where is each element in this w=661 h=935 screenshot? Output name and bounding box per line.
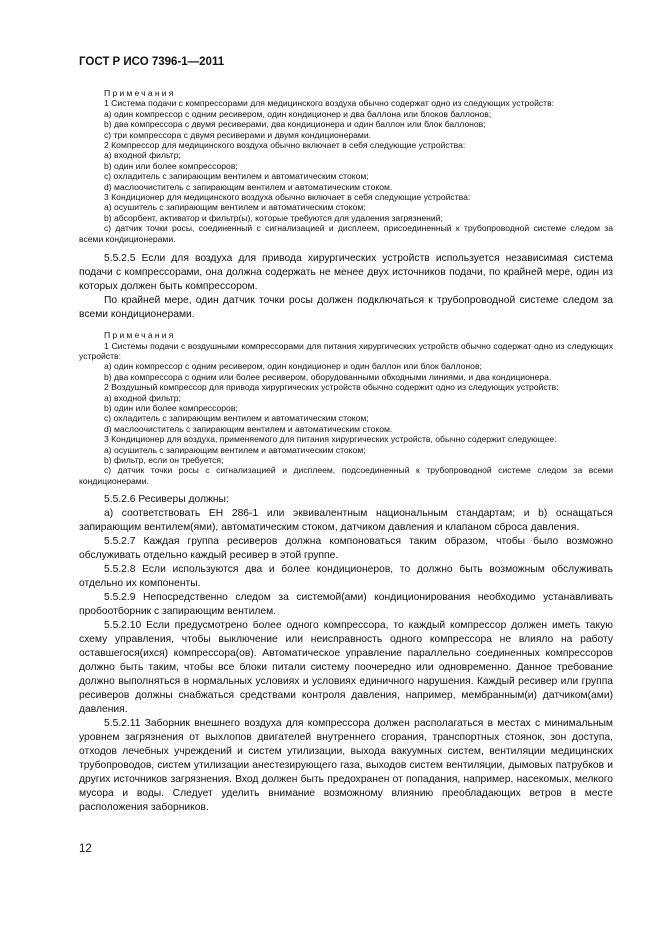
notes-heading: Примечания bbox=[104, 88, 176, 98]
note-line: a) осушитель с запирающим вентилем и автоматическим стоком; bbox=[104, 444, 366, 455]
note-line: d) маслоочиститель с запирающим вентилем и автоматическим стоком. bbox=[104, 181, 393, 192]
note-line: c) три компрессора с двумя ресиверами и двумя кондиционерами. bbox=[104, 129, 372, 140]
note-line: b) абсорбент, активатор и фильтр(ы), которые требуются для удаления загрязнений; bbox=[104, 212, 443, 223]
notes-heading: Примечания bbox=[104, 330, 176, 341]
note-line: b) один или более компрессоров; bbox=[104, 160, 238, 171]
note-line: d) маслоочиститель с запирающим вентилем и автоматическим стоком. bbox=[104, 423, 393, 434]
note-line: 2 Воздушный компрессор для привода хирургических устройств обычно содержит одно из следующих устройств: bbox=[104, 382, 559, 393]
note-line: c) охладитель с запирающим вентилем и автоматическим стоком; bbox=[104, 171, 369, 182]
note-line: a) один компрессор с одним ресивером, один кондиционер и два баллона или блоков баллонов; bbox=[104, 108, 492, 119]
note-line: 3 Кондиционер для воздуха, применяемого для питания хирургических устройств, обычно содержит следующее: bbox=[104, 434, 557, 445]
body-paragraph: 5.5.2.11 Заборник внешнего воздуха для компрессора должен располагаться в местах с минимальным уровнем загрязнения от выхлопов двигателей внутреннего сгорания, транспортных стоянок, зон доступа, отходов лечебных учреждений и систем утилизации, выхода вакуумных систем, вентиляции медицинских трубопроводов, систем утилизации анестезирующего газа, выходов систем вентиляции, дымовых патрубков и других источников загрязнения. Вход должен быть предохранен от попадания, например, насекомых, мелкого мусора и воды. Следует уделить внимание возможному влиянию преобладающих ветров в месте расположения заборников. bbox=[79, 718, 613, 814]
notes-block-2 bbox=[79, 330, 613, 486]
note-line: a) один компрессор с одним ресивером, один кондиционер и один баллон или блок баллонов; bbox=[104, 361, 482, 372]
body-paragraph: 5.5.2.10 Если предусмотрено более одного компрессора, то каждый компрессор должен иметь такую схему управления, чтобы выключение или неисправность одного компрессора не влияло на работу оставшегося(ихся) компрессора(ов). Автоматическое управление параллельно соединенных компрессоров должно быть таким, чтобы все блоки питали систему поочередно или одновременно. Данное требование должно выполняться в нормальных условиях и условиях единичного нарушения. Каждый ресивер или группа ресиверов должны снабжаться средствами контроля давления, например, мембранным(и) датчиком(ами) давления. bbox=[79, 620, 613, 716]
note-line: 1 Системы подачи с воздушными компрессорами для питания хирургических устройств обычно содержат одно из следующих устройств: bbox=[79, 340, 613, 361]
sections-5-5-2-6-to-11 bbox=[79, 493, 613, 815]
note-line: 2 Компрессор для медицинского воздуха обычно включает в себя следующие устройства: bbox=[104, 140, 466, 151]
note-line: c) датчик точки росы с сигнализацией и дисплеем, подсоединенный к трубопроводной системе следом за всеми кондиционерами. bbox=[79, 465, 613, 486]
section-5-5-2-5 bbox=[79, 252, 613, 322]
note-line: a) входной фильтр; bbox=[104, 392, 181, 403]
body-paragraph: a) соответствовать ЕН 286-1 или эквивалентным национальным стандартам; и b) оснащаться запирающим вентилем(ями), автоматическим стоком, датчиком давления и клапаном сброса давления. bbox=[79, 508, 613, 534]
standard-header: ГОСТ Р ИСО 7396-1—2011 bbox=[79, 56, 225, 68]
note-line: b) два компрессора с одним или более ресивером, оборудованными обходными линиями, и два кондиционера. bbox=[104, 371, 552, 382]
note-line: b) один или более компрессоров; bbox=[104, 402, 238, 413]
page-content bbox=[79, 88, 613, 815]
note-line: c) охладитель с запирающим вентилем и автоматическим стоком; bbox=[104, 413, 369, 424]
note-line: b) фильтр, если он требуется; bbox=[104, 454, 224, 465]
body-paragraph: 5.5.2.7 Каждая группа ресиверов должна компоноваться таким образом, чтобы было возможно обслуживать отдельно каждый ресивер в этой группе. bbox=[79, 536, 613, 562]
note-line: b) два компрессора с двумя ресиверами, два кондиционера и один баллон или блок баллонов; bbox=[104, 119, 486, 130]
note-line: a) осушитель с запирающим вентилем и автоматическим стоком; bbox=[104, 202, 366, 213]
body-paragraph: 5.5.2.8 Если используются два и более кондиционеров, то должно быть возможным обслуживать отдельно их компоненты. bbox=[79, 564, 613, 590]
body-paragraph: 5.5.2.5 Если для воздуха для привода хирургических устройств используется независимая система подачи с компрессорами, она должна содержать не менее двух источников подачи, по крайней мере, один из которых должен быть компрессором. bbox=[79, 253, 613, 293]
page-number: 12 bbox=[79, 843, 92, 855]
note-line: 3 Кондиционер для медицинского воздуха обычно включает в себя следующие устройства: bbox=[104, 192, 471, 203]
note-line: c) датчик точки росы, соединенный с сигнализацией и дисплеем, присоединенный к трубопроводной системе следом за всеми кондиционерами. bbox=[79, 223, 613, 244]
body-paragraph: По крайней мере, один датчик точки росы должен подключаться к трубопроводной системе следом за всеми кондиционерами. bbox=[79, 295, 613, 321]
body-paragraph: 5.5.2.6 Ресиверы должны: bbox=[104, 494, 229, 506]
note-line: a) входной фильтр; bbox=[104, 150, 181, 161]
body-paragraph: 5.5.2.9 Непосредственно следом за системой(ами) кондиционирования необходимо устанавливать пробоотборник с запирающим вентилем. bbox=[79, 592, 613, 618]
notes-block-1 bbox=[79, 88, 613, 244]
note-line: 1 Система подачи с компрессорами для медицинского воздуха обычно содержат одно из следующих устройств: bbox=[104, 98, 555, 109]
